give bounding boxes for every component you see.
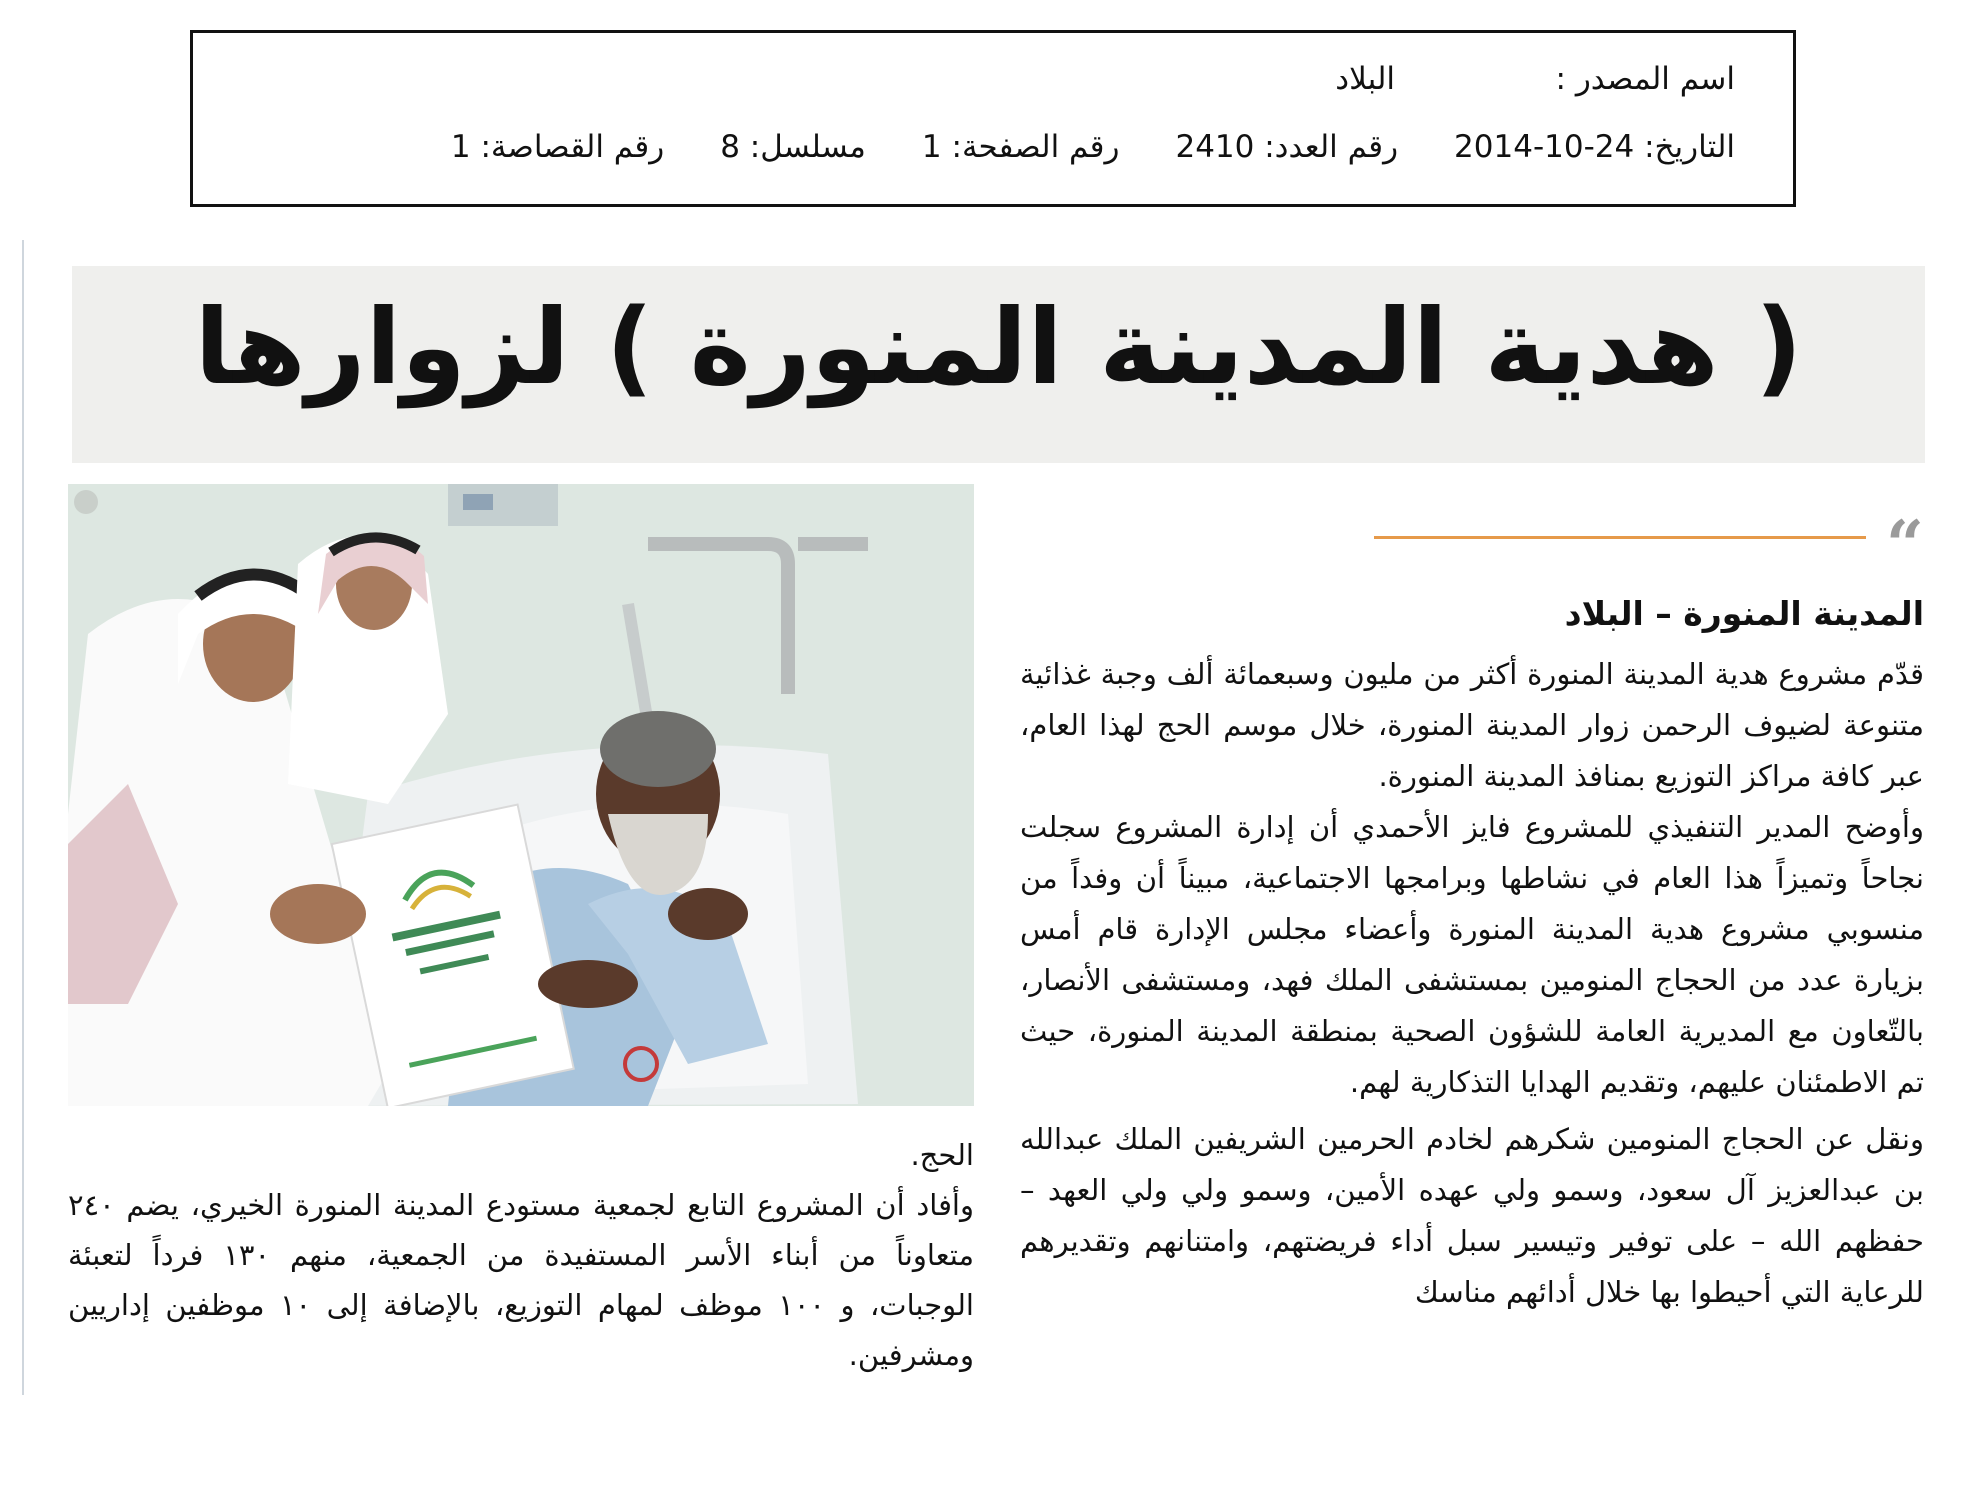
article-paragraph: وأوضح المدير التنفيذي للمشروع فايز الأحمدي أن إدارة المشروع سجلت نجاحاً وتميزاً هذا العام في نشاطها وبرامجها الاجتماعية، مبيناً أن وفداً من منسوبي مشروع هدية المدينة المنورة وأعضاء مجلس الإدارة قام أمس بزيارة عدد من الحجاج المنومين بمستشفى الملك فهد، ومستشفى الأنصار، بالتّعاون مع المديرية العامة للشؤون الصحية بمنطقة المدينة المنورة، حيث تم الاطمئنان عليهم، وتقديم الهدايا التذكارية لهم. (1020, 810, 1924, 1099)
article-headline: ( هدية المدينة المنورة ) لزوارها (194, 286, 1803, 408)
clipping-details (451, 129, 1735, 165)
serial-field: مسلسل: 8 (720, 129, 866, 165)
article-dateline: المدينة المنورة – البلاد (1564, 594, 1924, 633)
clip-number-field: رقم القصاصة: 1 (450, 129, 665, 165)
article-paragraph: قدّم مشروع هدية المدينة المنورة أكثر من مليون وسبعمائة ألف وجبة غذائية متنوعة لضيوف الرحمن زوار المدينة المنورة، خلال موسم الحج لهذا العام، عبر كافة مراكز التوزيع بمنافذ المدينة المنورة. (1020, 657, 1924, 793)
issue-number-field: رقم العدد: 2410 (1175, 129, 1399, 165)
date-field: التاريخ: 24-10-2014 (1454, 129, 1735, 165)
source-info-box (190, 30, 1796, 207)
source-value: البلاد (1335, 61, 1395, 97)
article-photo (68, 484, 974, 1106)
article-column-right (1020, 594, 1924, 1318)
hospital-visit-illustration (68, 484, 974, 1106)
left-margin-rule (22, 240, 24, 1395)
headline-banner (72, 266, 1925, 463)
article-paragraph: الحج. (910, 1138, 974, 1172)
article-column-left (68, 1130, 974, 1380)
source-label: اسم المصدر : (1555, 61, 1735, 97)
page-number-field: رقم الصفحة: 1 (921, 129, 1120, 165)
article-paragraph: ونقل عن الحجاج المنومين شكرهم لخادم الحرمين الشريفين الملك عبدالله بن عبدالعزيز آل سعود، وسمو ولي عهده الأمين، وسمو ولي ولي العهد – حفظهم الله – على توفير وتيسير سبل أداء فريضتهم، وامتنانهم وتقديرهم للرعاية التي أحيطوا بها خلال أدائهم مناسك (1020, 1122, 1924, 1309)
accent-rule (1374, 536, 1866, 539)
article-paragraph: وأفاد أن المشروع التابع لجمعية مستودع المدينة المنورة الخيري، يضم ٢٤٠ متعاوناً من أبناء الأسر المستفيدة من الجمعية، منهم ١٣٠ فرداً لتعبئة الوجبات، و ١٠٠ موظف لمهام التوزيع، بالإضافة إلى ١٠ موظفين إداريين ومشرفين. (68, 1188, 974, 1372)
quote-mark-icon: “ (1886, 506, 1924, 584)
